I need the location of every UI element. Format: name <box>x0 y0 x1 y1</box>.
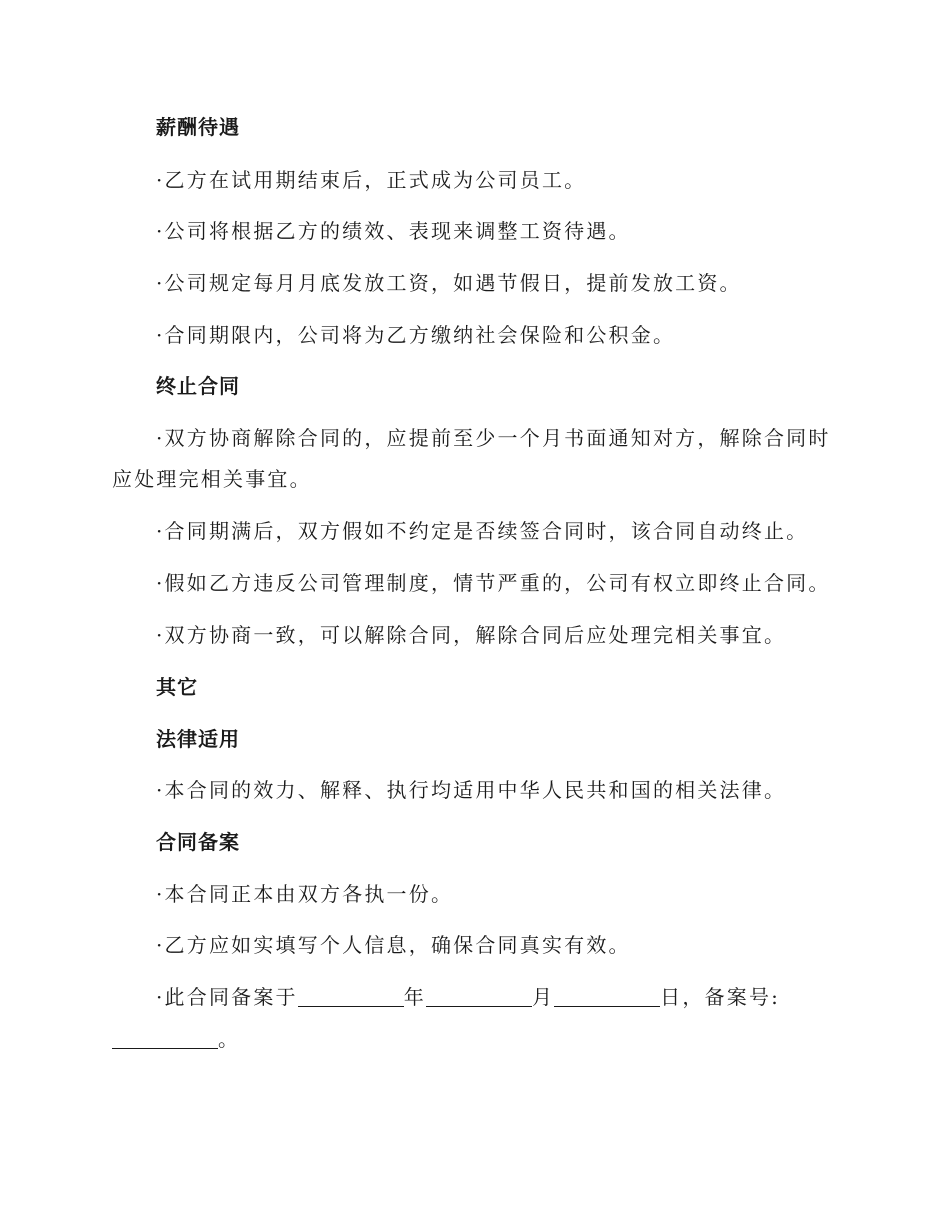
salary-item-1: ·乙方在试用期结束后，正式成为公司员工。 <box>156 168 587 192</box>
filing-record-line <box>156 984 780 1010</box>
salary-item-3: ·公司规定每月月底发放工资，如遇节假日，提前发放工资。 <box>156 271 742 295</box>
section-heading-filing: 合同备案 <box>156 830 240 854</box>
filing-item-1: ·本合同正本由双方各执一份。 <box>156 882 454 906</box>
section-heading-termination: 终止合同 <box>156 374 240 398</box>
salary-item-2: ·公司将根据乙方的绩效、表现来调整工资待遇。 <box>156 219 631 243</box>
termination-item-2: ·合同期满后，双方假如不约定是否续签合同时，该合同自动终止。 <box>156 519 809 543</box>
filing-item-2: ·乙方应如实填写个人信息，确保合同真实有效。 <box>156 933 631 957</box>
month-blank <box>426 986 532 1007</box>
day-blank <box>554 986 660 1007</box>
day-label: 日，备案号: <box>660 985 781 1009</box>
termination-item-3: ·假如乙方违反公司管理制度，情节严重的，公司有权立即终止合同。 <box>156 571 831 595</box>
termination-item-1-line-1: ·双方协商解除合同的，应提前至少一个月书面通知对方，解除合同时 <box>156 426 831 450</box>
section-heading-law: 法律适用 <box>156 727 240 751</box>
record-number-blank <box>112 1028 218 1049</box>
termination-item-1-line-2: 应处理完相关事宜。 <box>112 467 312 491</box>
year-blank <box>298 986 404 1007</box>
law-item-1: ·本合同的效力、解释、执行均适用中华人民共和国的相关法律。 <box>156 778 787 802</box>
month-label: 月 <box>531 985 555 1009</box>
filing-record-prefix: ·此合同备案于 <box>156 985 298 1009</box>
record-end-mark: 。 <box>218 1027 241 1051</box>
section-heading-other: 其它 <box>156 675 198 699</box>
section-heading-salary: 薪酬待遇 <box>156 115 240 139</box>
salary-item-4: ·合同期限内，公司将为乙方缴纳社会保险和公积金。 <box>156 323 676 347</box>
year-label: 年 <box>403 985 426 1009</box>
termination-item-4: ·双方协商一致，可以解除合同，解除合同后应处理完相关事宜。 <box>156 623 787 647</box>
filing-record-number-line <box>112 1026 240 1052</box>
